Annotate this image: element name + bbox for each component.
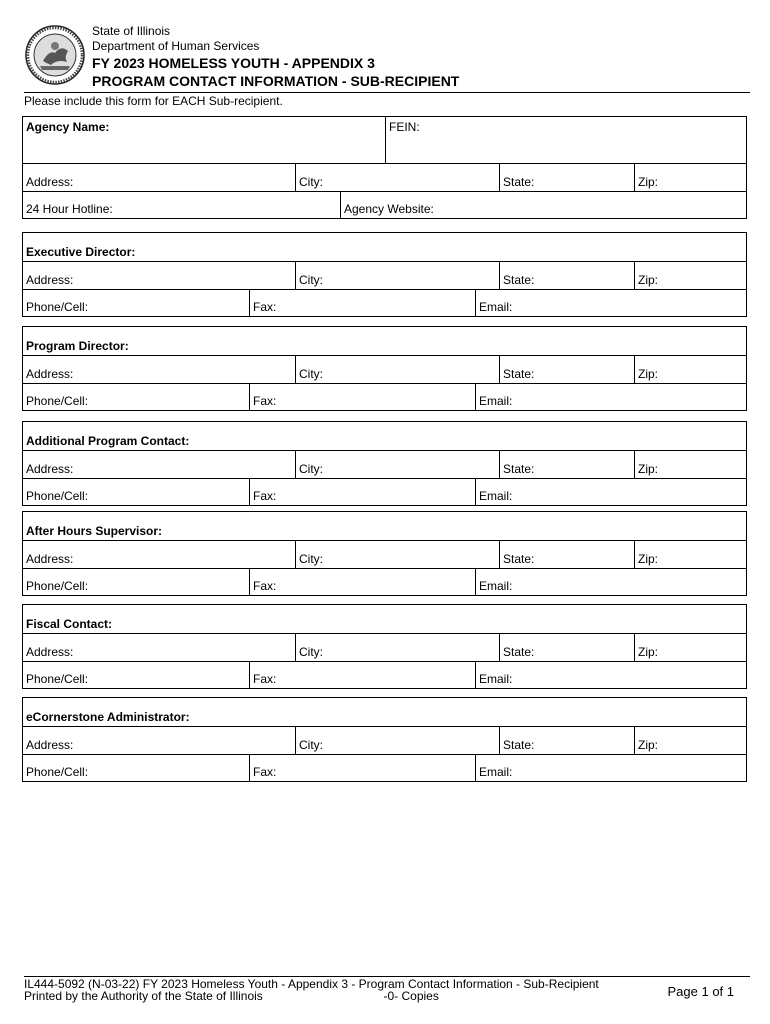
address-field[interactable]	[23, 541, 295, 568]
header-rule	[24, 92, 750, 93]
phone-field[interactable]	[23, 384, 249, 410]
state-field[interactable]	[499, 356, 634, 383]
contact-phone-row	[23, 661, 746, 688]
address-field[interactable]	[23, 634, 295, 661]
phone-field[interactable]	[23, 479, 249, 505]
address-label: Address:	[26, 552, 74, 566]
state-label: State:	[503, 367, 535, 381]
zip-field[interactable]	[634, 541, 746, 568]
contact-section	[22, 232, 747, 317]
agency-city-field[interactable]	[295, 164, 499, 191]
state-field[interactable]	[499, 634, 634, 661]
contact-name-field[interactable]	[23, 422, 746, 450]
phone-field[interactable]	[23, 755, 249, 781]
contact-phone-row	[23, 289, 746, 316]
fax-field[interactable]	[249, 662, 475, 688]
address-field[interactable]	[23, 262, 295, 289]
address-label: Address:	[26, 273, 74, 287]
contact-address-row	[23, 261, 746, 289]
phone-field[interactable]	[23, 662, 249, 688]
agency-name-label: Agency Name:	[26, 120, 110, 134]
zip-field[interactable]	[634, 356, 746, 383]
city-field[interactable]	[295, 727, 499, 754]
city-label: City:	[299, 175, 323, 189]
contact-title: eCornerstone Administrator:	[26, 710, 190, 724]
contact-name-field[interactable]	[23, 698, 746, 726]
zip-label: Zip:	[638, 273, 659, 287]
city-field[interactable]	[295, 451, 499, 478]
email-label: Email:	[479, 394, 513, 408]
agency-state-field[interactable]	[499, 164, 634, 191]
city-field[interactable]	[295, 541, 499, 568]
state-label: State:	[503, 552, 535, 566]
form-title: FY 2023 HOMELESS YOUTH - APPENDIX 3	[92, 55, 375, 71]
contact-phone-row	[23, 383, 746, 410]
phone-label: Phone/Cell:	[26, 579, 89, 593]
contact-title: Fiscal Contact:	[26, 617, 113, 631]
email-field[interactable]	[475, 384, 746, 410]
contact-title-row	[23, 233, 746, 261]
contact-title-row	[23, 327, 746, 355]
fax-field[interactable]	[249, 479, 475, 505]
agency-hotline-row	[23, 191, 746, 218]
fax-field[interactable]	[249, 755, 475, 781]
contact-title: Program Director:	[26, 339, 129, 353]
fein-field[interactable]	[385, 117, 746, 163]
printed-by: Printed by the Authority of the State of Illinois	[24, 989, 263, 1003]
zip-label: Zip:	[638, 175, 659, 189]
fax-field[interactable]	[249, 569, 475, 595]
state-label: State:	[503, 645, 535, 659]
address-field[interactable]	[23, 356, 295, 383]
contact-title-row	[23, 605, 746, 633]
page-number: Page 1 of 1	[667, 984, 734, 999]
email-label: Email:	[479, 489, 513, 503]
agency-name-field[interactable]	[23, 117, 385, 163]
contact-name-field[interactable]	[23, 605, 746, 633]
copies: -0- Copies	[383, 989, 439, 1003]
address-field[interactable]	[23, 727, 295, 754]
city-label: City:	[299, 645, 323, 659]
zip-label: Zip:	[638, 738, 659, 752]
hotline-field[interactable]	[23, 192, 340, 218]
email-field[interactable]	[475, 755, 746, 781]
fax-label: Fax:	[253, 579, 277, 593]
contact-title-row	[23, 512, 746, 540]
state-label: State:	[503, 738, 535, 752]
hotline-label: 24 Hour Hotline:	[26, 202, 113, 216]
agency-zip-field[interactable]	[634, 164, 746, 191]
contact-title-row	[23, 422, 746, 450]
email-field[interactable]	[475, 479, 746, 505]
state-name: State of Illinois	[92, 24, 171, 38]
address-label: Address:	[26, 367, 74, 381]
agency-section	[22, 116, 747, 219]
contact-phone-row	[23, 568, 746, 595]
department-name: Department of Human Services	[92, 39, 260, 53]
phone-label: Phone/Cell:	[26, 300, 89, 314]
state-field[interactable]	[499, 451, 634, 478]
email-field[interactable]	[475, 569, 746, 595]
email-label: Email:	[479, 765, 513, 779]
website-label: Agency Website:	[344, 202, 434, 216]
state-label: State:	[503, 273, 535, 287]
city-field[interactable]	[295, 262, 499, 289]
city-label: City:	[299, 273, 323, 287]
fax-label: Fax:	[253, 672, 277, 686]
contact-address-row	[23, 540, 746, 568]
email-field[interactable]	[475, 662, 746, 688]
city-label: City:	[299, 552, 323, 566]
zip-field[interactable]	[634, 727, 746, 754]
fax-field[interactable]	[249, 290, 475, 316]
contact-section	[22, 604, 747, 689]
fein-label: FEIN:	[389, 120, 420, 134]
fax-label: Fax:	[253, 489, 277, 503]
phone-label: Phone/Cell:	[26, 394, 89, 408]
contact-title: After Hours Supervisor:	[26, 524, 163, 538]
instructions: Please include this form for EACH Sub-recipient.	[24, 94, 283, 108]
contact-name-field[interactable]	[23, 233, 746, 261]
website-field[interactable]	[340, 192, 746, 218]
contact-section	[22, 421, 747, 506]
zip-label: Zip:	[638, 552, 659, 566]
address-label: Address:	[26, 462, 74, 476]
zip-label: Zip:	[638, 462, 659, 476]
contact-section	[22, 697, 747, 782]
form-footer	[24, 976, 750, 1003]
phone-field[interactable]	[23, 569, 249, 595]
phone-field[interactable]	[23, 290, 249, 316]
phone-label: Phone/Cell:	[26, 765, 89, 779]
address-label: Address:	[26, 738, 74, 752]
state-field[interactable]	[499, 262, 634, 289]
city-label: City:	[299, 367, 323, 381]
address-label: Address:	[26, 645, 74, 659]
phone-label: Phone/Cell:	[26, 489, 89, 503]
email-label: Email:	[479, 579, 513, 593]
zip-label: Zip:	[638, 367, 659, 381]
form-header	[24, 22, 750, 92]
city-field[interactable]	[295, 356, 499, 383]
city-field[interactable]	[295, 634, 499, 661]
agency-address-row	[23, 163, 746, 191]
city-label: City:	[299, 738, 323, 752]
email-label: Email:	[479, 300, 513, 314]
zip-field[interactable]	[634, 451, 746, 478]
fax-label: Fax:	[253, 394, 277, 408]
contact-section	[22, 326, 747, 411]
state-field[interactable]	[499, 727, 634, 754]
fax-label: Fax:	[253, 765, 277, 779]
agency-name-row	[23, 117, 746, 163]
zip-label: Zip:	[638, 645, 659, 659]
city-label: City:	[299, 462, 323, 476]
phone-label: Phone/Cell:	[26, 672, 89, 686]
state-label: State:	[503, 175, 535, 189]
contact-address-row	[23, 726, 746, 754]
form-id: IL444-5092 (N-03-22) FY 2023 Homeless Youth - Appendix 3 - Program Contact Information - Sub-Recipient	[24, 977, 599, 991]
form-subtitle: PROGRAM CONTACT INFORMATION - SUB-RECIPIENT	[92, 73, 460, 89]
zip-field[interactable]	[634, 634, 746, 661]
contact-title: Executive Director:	[26, 245, 136, 259]
zip-field[interactable]	[634, 262, 746, 289]
email-label: Email:	[479, 672, 513, 686]
address-label: Address:	[26, 175, 74, 189]
fax-field[interactable]	[249, 384, 475, 410]
contact-name-field[interactable]	[23, 327, 746, 355]
contact-title: Additional Program Contact:	[26, 434, 190, 448]
contact-address-row	[23, 633, 746, 661]
agency-address-field[interactable]	[23, 164, 295, 191]
contact-phone-row	[23, 478, 746, 505]
contact-phone-row	[23, 754, 746, 781]
email-field[interactable]	[475, 290, 746, 316]
contact-section	[22, 511, 747, 596]
illinois-state-seal-icon	[24, 24, 86, 86]
contact-title-row	[23, 698, 746, 726]
fax-label: Fax:	[253, 300, 277, 314]
contact-address-row	[23, 355, 746, 383]
state-label: State:	[503, 462, 535, 476]
contact-address-row	[23, 450, 746, 478]
address-field[interactable]	[23, 451, 295, 478]
contact-name-field[interactable]	[23, 512, 746, 540]
state-field[interactable]	[499, 541, 634, 568]
